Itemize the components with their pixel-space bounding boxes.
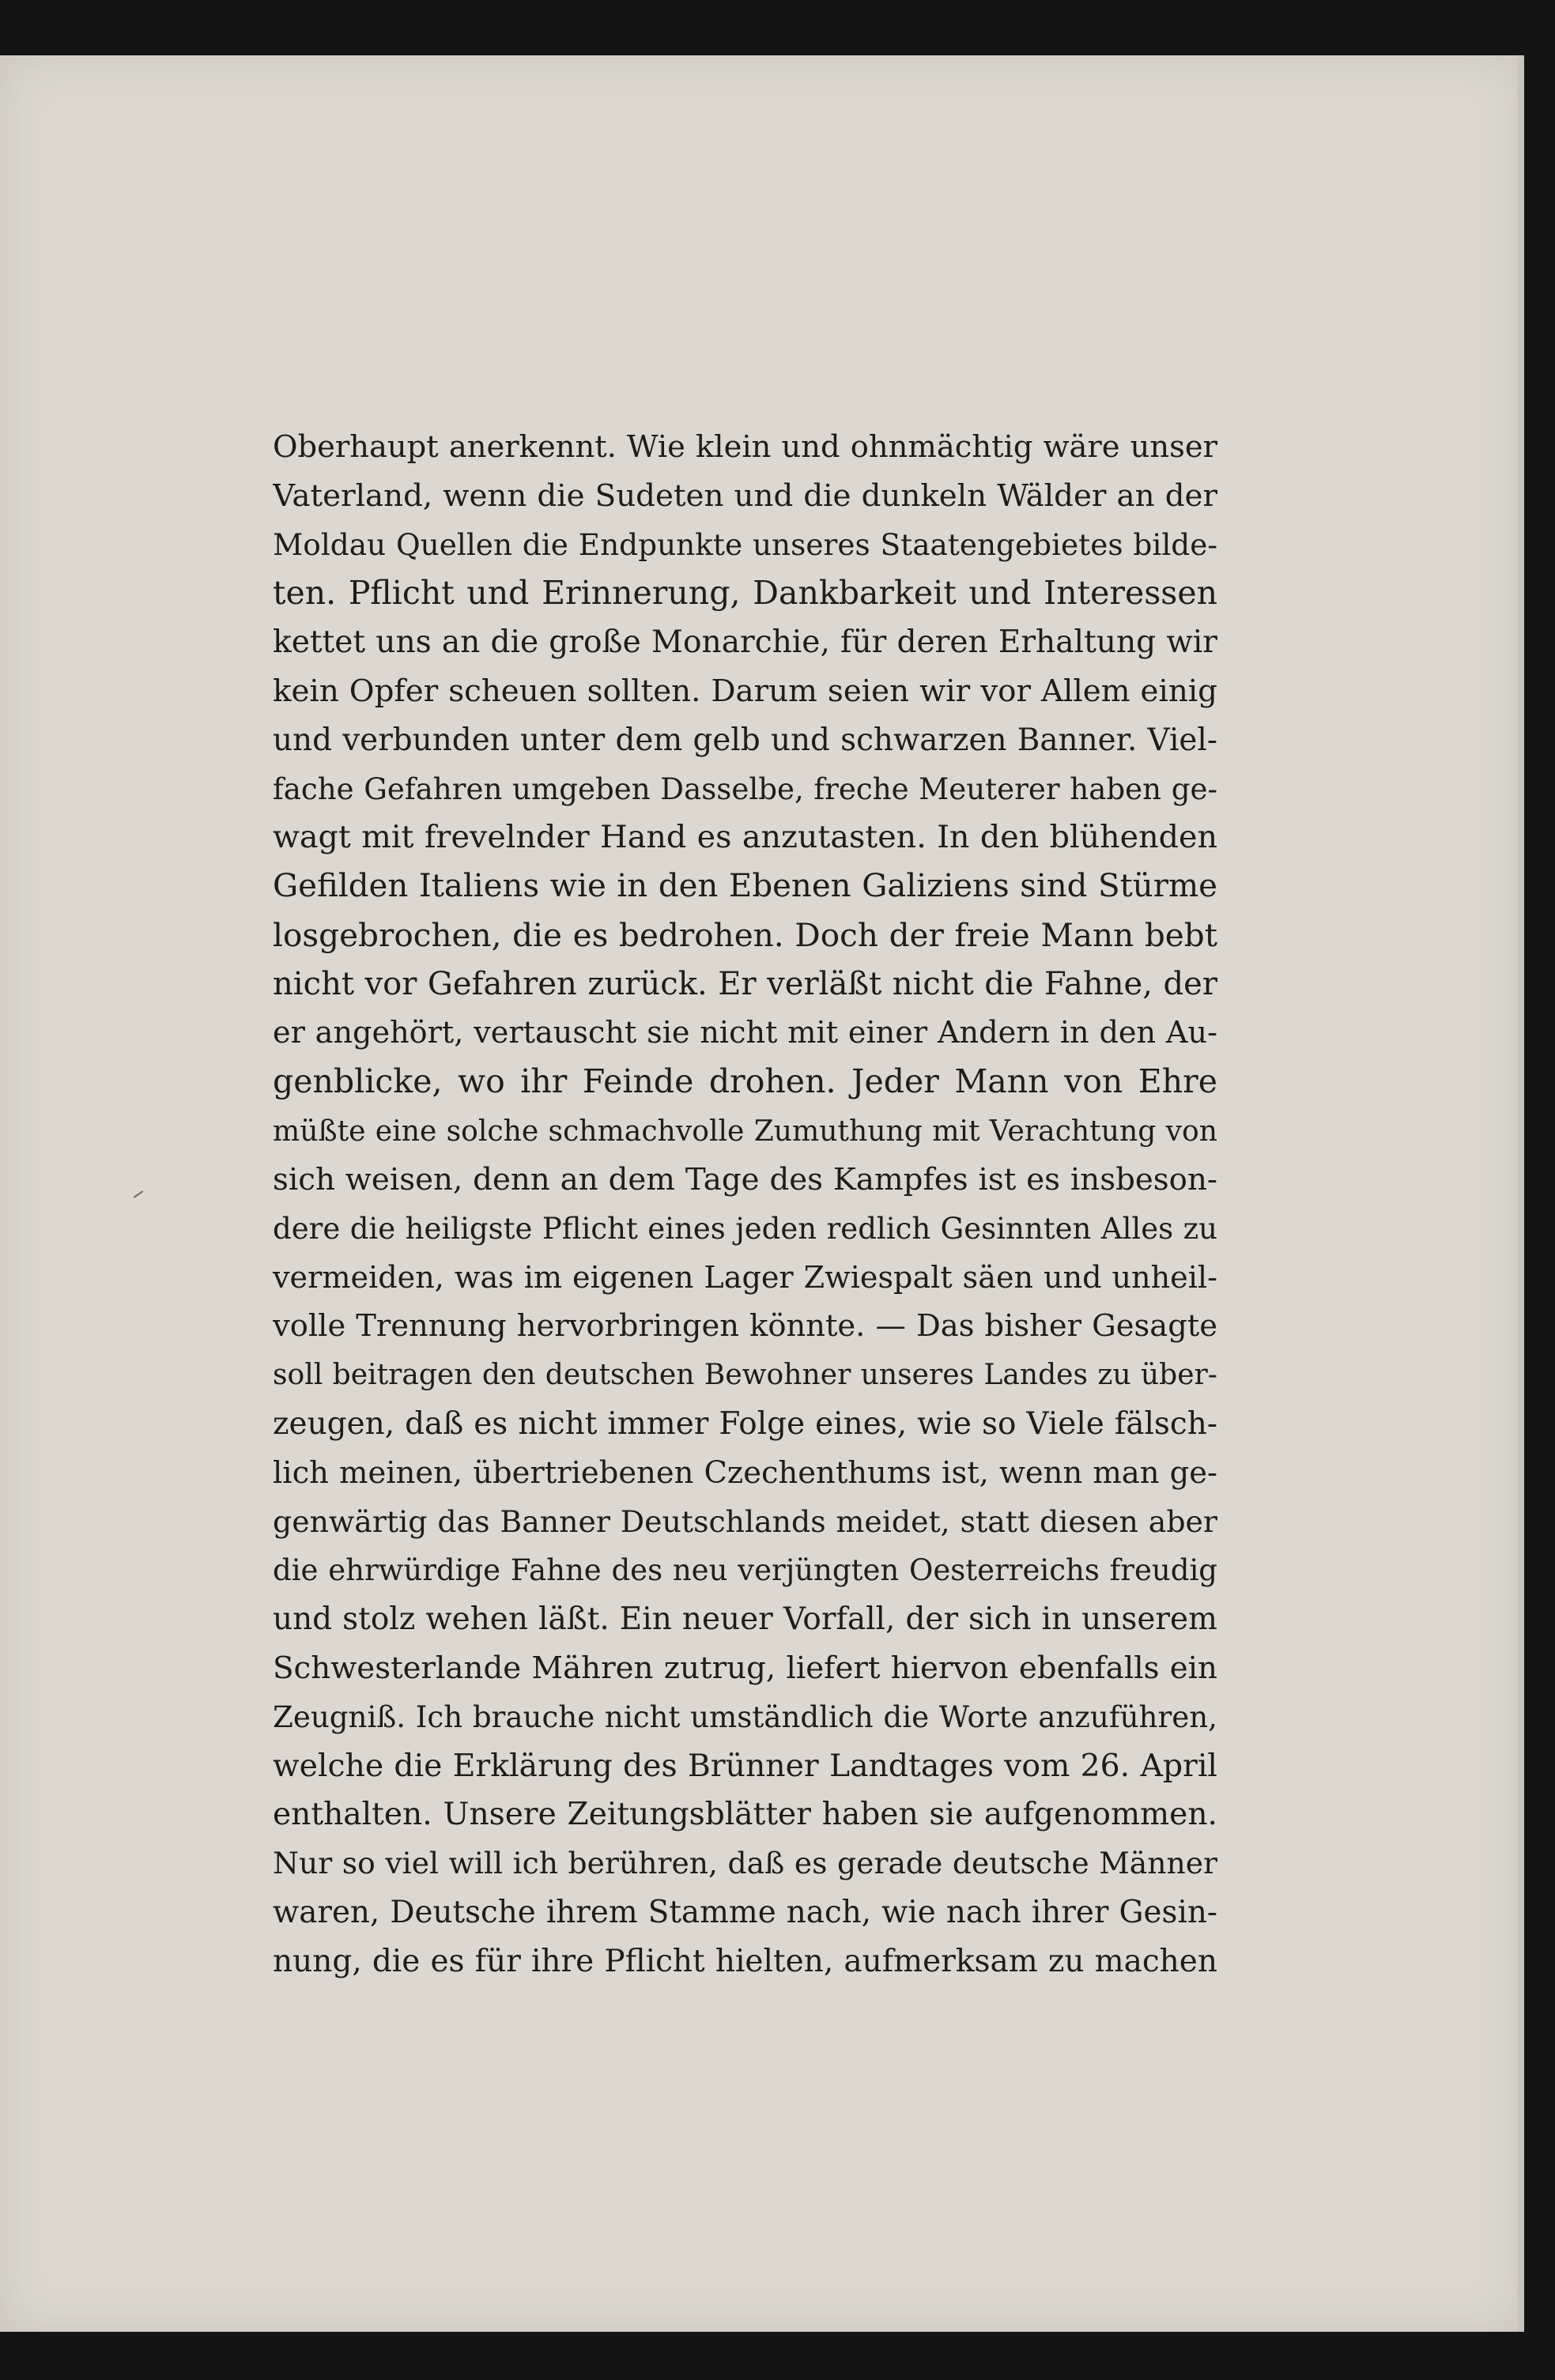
text-line: Nur so viel will ich berühren, daß es gerade deutsche Männer: [273, 1846, 1217, 1881]
text-line: welche die Erklärung des Brünner Landtages vom 26. April: [273, 1747, 1217, 1784]
text-line: losgebrochen, die es bedrohen. Doch der freie Mann bebt: [273, 915, 1217, 954]
text-line: genblicke, wo ihr Feinde drohen. Jeder Mann von Ehre: [273, 1062, 1217, 1101]
page-edge: [1518, 55, 1524, 2332]
text-line: enthalten. Unsere Zeitungsblätter haben sie aufgenommen.: [273, 1797, 1217, 1833]
text-line: volle Trennung hervorbringen könnte. — Das bisher Gesagte: [273, 1308, 1217, 1345]
text-line: dere die heiligste Pflicht eines jeden redlich Gesinnten Alles zu: [273, 1211, 1217, 1246]
body-text: [273, 423, 1217, 1986]
text-line: soll beitragen den deutschen Bewohner unseres Landes zu über-: [273, 1358, 1217, 1392]
text-line: Gefilden Italiens wie in den Ebenen Galiziens sind Stürme: [273, 868, 1217, 905]
text-line: wagt mit frevelnder Hand es anzutasten. In den blühenden: [273, 819, 1217, 856]
text-line: die ehrwürdige Fahne des neu verjüngten Oesterreichs freudig: [273, 1553, 1217, 1588]
text-line: fache Gefahren umgeben Dasselbe, freche Meuterer haben ge-: [273, 771, 1217, 806]
text-line: Zeugniß. Ich brauche nicht umständlich die Worte anzuführen,: [273, 1699, 1217, 1734]
text-line: ten. Pflicht und Erinnerung, Dankbarkeit und Interessen: [273, 574, 1217, 613]
text-line: vermeiden, was im eigenen Lager Zwiespalt säen und unheil-: [273, 1259, 1217, 1295]
book-page: [0, 55, 1524, 2332]
text-line: genwärtig das Banner Deutschlands meidet, statt diesen aber: [273, 1503, 1217, 1539]
text-line: kein Opfer scheuen sollten. Darum seien wir vor Allem einig: [273, 673, 1217, 709]
text-line: er angehört, vertauscht sie nicht mit einer Andern in den Au-: [273, 1015, 1217, 1050]
text-line: sich weisen, denn an dem Tage des Kampfes ist es insbeson-: [273, 1161, 1217, 1198]
margin-mark: [134, 1190, 144, 1198]
text-line: Oberhaupt anerkennt. Wie klein und ohnmächtig wäre unser: [273, 429, 1217, 465]
text-line: nicht vor Gefahren zurück. Er verläßt nicht die Fahne, der: [273, 965, 1217, 1002]
text-line: zeugen, daß es nicht immer Folge eines, wie so Viele fälsch-: [273, 1405, 1217, 1442]
text-line: Moldau Quellen die Endpunkte unseres Staatengebietes bilde-: [273, 526, 1217, 562]
text-line: Vaterland, wenn die Sudeten und die dunkeln Wälder an der: [273, 477, 1217, 514]
text-line: müßte eine solche schmachvolle Zumuthung mit Verachtung von: [273, 1114, 1217, 1149]
text-line: kettet uns an die große Monarchie, für deren Erhaltung wir: [273, 624, 1217, 661]
text-line: und verbunden unter dem gelb und schwarzen Banner. Viel-: [273, 722, 1217, 758]
text-line: Schwesterlande Mähren zutrug, liefert hiervon ebenfalls ein: [273, 1650, 1217, 1686]
text-line: nung, die es für ihre Pflicht hielten, aufmerksam zu machen: [273, 1943, 1217, 1979]
text-line: waren, Deutsche ihrem Stamme nach, wie nach ihrer Gesin-: [273, 1894, 1217, 1930]
text-line: und stolz wehen läßt. Ein neuer Vorfall, der sich in unserem: [273, 1601, 1217, 1638]
text-line: lich meinen, übertriebenen Czechenthums ist, wenn man ge-: [273, 1454, 1217, 1491]
